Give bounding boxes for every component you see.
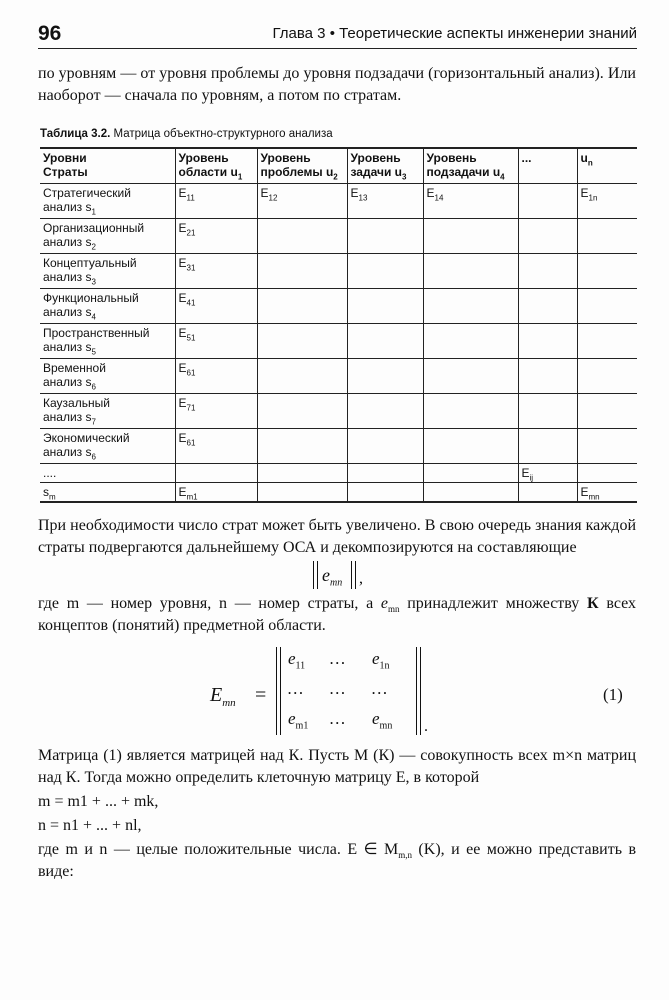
- matrix-cell: $E_{51}$: [175, 324, 257, 359]
- paragraph-3: Матрица (1) является матрицей над К. Пусть М (К) — совокупность всех m×n матриц над К. Тогда можно определить клеточную матрицу Е, в которой: [38, 747, 636, 786]
- stratum-cell: Организационный анализ $s_2$: [40, 219, 175, 254]
- matrix-cell: [347, 359, 423, 394]
- header-cell: $u_n$: [577, 148, 637, 184]
- matrix-cell: $E_{21}$: [175, 219, 257, 254]
- chapter-title: Глава 3 • Теоретические аспекты инженерии знаний: [272, 25, 637, 42]
- matrix-cell: [518, 254, 577, 289]
- matrix-cell: [577, 219, 637, 254]
- running-header: [38, 22, 637, 49]
- matrix-cell: [518, 394, 577, 429]
- stratum-cell: $s_m$: [40, 483, 175, 503]
- matrix-cell: [423, 289, 518, 324]
- table-row: [40, 184, 637, 219]
- equation-m: m = m1 + ... + mk,: [38, 793, 159, 810]
- matrix-cell: [518, 359, 577, 394]
- matrix-element: …: [372, 679, 388, 698]
- matrix-cell: $E_{14}$: [423, 184, 518, 219]
- matrix-cell: [518, 289, 577, 324]
- matrix-cell: [577, 324, 637, 359]
- page-number: 96: [38, 22, 62, 45]
- matrix-cell: [257, 429, 347, 464]
- stratum-cell: ....: [40, 464, 175, 483]
- header-cell: Уровень проблемы $u_2$: [257, 148, 347, 184]
- matrix-cell: $E_{ij}$: [518, 464, 577, 483]
- matrix-cell: $E_{m1}$: [175, 483, 257, 503]
- paragraph-1: При необходимости число страт может быть увеличено. В свою очередь знания каждой страты подвергаются дальнейшему ОСА и декомпозируются на составляющие: [38, 517, 636, 556]
- matrix-cell: $E_{71}$: [175, 394, 257, 429]
- header-cell: Уровни Страты: [40, 148, 175, 184]
- matrix-element: $e_{m1}$: [288, 709, 309, 732]
- matrix-cell: $E_{1n}$: [577, 184, 637, 219]
- matrix-cell: [423, 394, 518, 429]
- matrix-element: …: [330, 679, 346, 698]
- matrix-cell: [577, 289, 637, 324]
- matrix-cell: $E_{61}$: [175, 359, 257, 394]
- stratum-cell: Каузальный анализ $s_7$: [40, 394, 175, 429]
- intro-paragraph: по уровням — от уровня проблемы до уровня подзадачи (горизонтальный анализ). Или наоборот — сначала по уровням, а потом по стратам.: [38, 65, 636, 104]
- table-row: [40, 483, 637, 503]
- stratum-cell: Экономический анализ $s_6$: [40, 429, 175, 464]
- matrix-cell: [423, 429, 518, 464]
- table-caption: Таблица 3.2. Матрица объектно-структурного анализа: [40, 128, 333, 140]
- table-row: [40, 429, 637, 464]
- table-header-row: [40, 148, 637, 184]
- matrix-cell: [347, 429, 423, 464]
- matrix-cell: [577, 359, 637, 394]
- matrix-cell: $E_{31}$: [175, 254, 257, 289]
- stratum-cell: Пространственный анализ $s_5$: [40, 324, 175, 359]
- matrix-element: …: [330, 649, 346, 668]
- matrix-element: $e_{1n}$: [372, 649, 390, 672]
- matrix-cell: [257, 394, 347, 429]
- table-row: [40, 359, 637, 394]
- formula-norm: $e_{mn}$ ,: [38, 559, 636, 593]
- matrix-cell: [423, 324, 518, 359]
- matrix-element: …: [288, 679, 304, 698]
- matrix-element: $e_{mn}$: [372, 709, 393, 732]
- paragraph-2: где m — номер уровня, n — номер страты, а $e_{mn}$ принадлежит множеству К всех концептов (понятий) предметной области.: [38, 595, 637, 634]
- header-cell: Уровень области $u_1$: [175, 148, 257, 184]
- table-row: [40, 464, 637, 483]
- stratum-cell: Стратегический анализ $s_1$: [40, 184, 175, 219]
- matrix-cell: [347, 254, 423, 289]
- equation-number: (1): [603, 685, 623, 704]
- table-row: [40, 324, 637, 359]
- stratum-cell: Концептуальный анализ $s_3$: [40, 254, 175, 289]
- matrix-cell: $E_{61}$: [175, 429, 257, 464]
- matrix-cell: [257, 359, 347, 394]
- stratum-cell: Функциональный анализ $s_4$: [40, 289, 175, 324]
- matrix-cell: [518, 184, 577, 219]
- matrix-cell: [518, 429, 577, 464]
- page-body: [38, 63, 636, 883]
- matrix-cell: [518, 324, 577, 359]
- matrix-cell: [347, 219, 423, 254]
- matrix-cell: [423, 254, 518, 289]
- equation-n: n = n1 + ... + nl,: [38, 817, 142, 834]
- matrix-cell: [577, 394, 637, 429]
- matrix-cell: [257, 289, 347, 324]
- stratum-cell: Временной анализ $s_6$: [40, 359, 175, 394]
- matrix-cell: [257, 254, 347, 289]
- matrix-cell: $E_{13}$: [347, 184, 423, 219]
- matrix-cell: [347, 289, 423, 324]
- table-row: [40, 219, 637, 254]
- matrix-table: [40, 147, 637, 503]
- matrix-cell: [347, 394, 423, 429]
- matrix-cell: $E_{mn}$: [577, 483, 637, 503]
- matrix-element: …: [330, 709, 346, 728]
- matrix-cell: [257, 219, 347, 254]
- matrix-element: $e_{11}$: [288, 649, 306, 672]
- matrix-cell: [577, 429, 637, 464]
- header-cell: ...: [518, 148, 577, 184]
- paragraph-4: где m и n — целые положительные числа. E ∈ $M_{m,n}$ (K), и ее можно представить в виде:: [38, 841, 636, 880]
- matrix-cell: $E_{11}$: [175, 184, 257, 219]
- matrix-cell: [518, 219, 577, 254]
- table-row: [40, 254, 637, 289]
- formula-matrix: $E_{mn}$ = $e_{11}$ … $e_{1n}$ … … … $e_{m1}$ … $e_{mn}$ . (1): [210, 649, 623, 735]
- matrix-cell: [577, 254, 637, 289]
- table-row: [40, 394, 637, 429]
- matrix-cell: [347, 324, 423, 359]
- matrix-cell: [257, 324, 347, 359]
- matrix-cell: $E_{41}$: [175, 289, 257, 324]
- header-cell: Уровень подзадачи $u_4$: [423, 148, 518, 184]
- header-cell: Уровень задачи $u_3$: [347, 148, 423, 184]
- table-row: [40, 289, 637, 324]
- matrix-cell: [423, 359, 518, 394]
- matrix-cell: $E_{12}$: [257, 184, 347, 219]
- matrix-cell: [423, 219, 518, 254]
